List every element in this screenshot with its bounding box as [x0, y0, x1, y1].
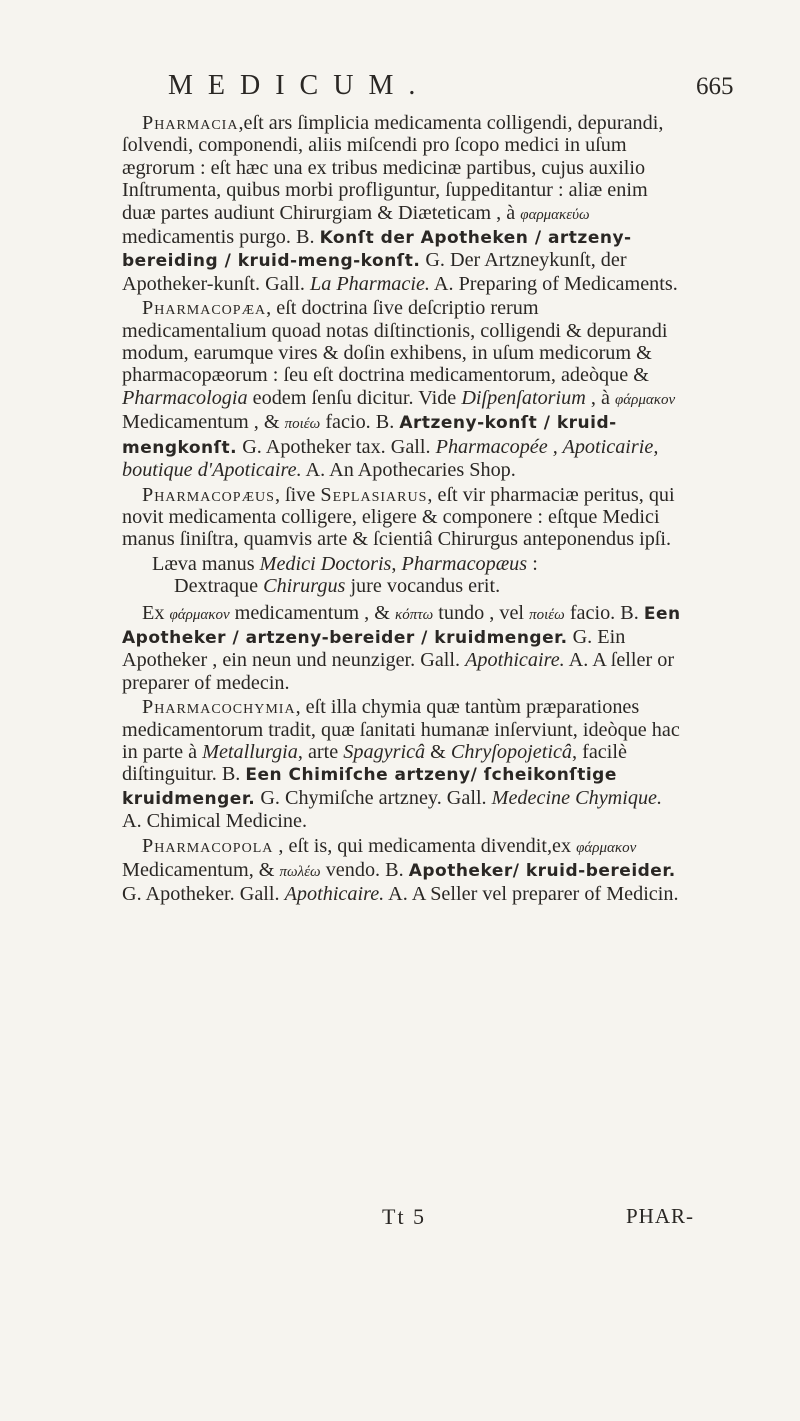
headword: Pharmacopæa — [142, 297, 267, 320]
greek-word: φαρμακεύω — [520, 206, 590, 223]
text: Læva manus — [152, 552, 260, 575]
italic-term: Diſpenſatorium — [461, 386, 586, 409]
text: : — [527, 552, 538, 575]
entries-text — [122, 112, 682, 906]
text: , eſt vir pharmaciæ peritus, qui novit medicamenta colligere, eligere & componere : eſtque Medici manus ſiniſtra, quamvis arte & ſcientiâ Chirurgus anteponendus ipſi. — [122, 483, 675, 551]
italic-french: Pharmacopée , Apoticairie, boutique d'Apoticaire. — [122, 435, 659, 482]
text: medicamentis purgo. B. — [122, 226, 320, 249]
text: Dextraque — [174, 575, 264, 598]
text: ,eſt ars ſimplicia medicamenta colligendi, depurandi, ſolvendi, componendi, aliis miſcendi pro ſcopo medici in uſum ægrorum : eſt hæc una ex tribus medicinæ partibus, cujus auxilio Inſtrumenta, quibus morbi profliguntur, ſuppeditantur : aliæ enim duæ partes audiunt Chirurgiam & Diæteticam , à — [122, 112, 664, 224]
greek-word: ποιέω — [284, 416, 321, 433]
italic-term: Spagyricâ — [343, 740, 426, 763]
italic-term: Chirurgus — [263, 575, 346, 598]
italic-term: Pharmacologia — [122, 386, 248, 409]
text: A. Preparing of Medicaments. — [429, 272, 678, 295]
page-footer — [0, 1204, 800, 1234]
text: , — [391, 552, 402, 575]
headword: Pharmacia — [142, 112, 239, 134]
italic-term: Medici Doctoris — [259, 552, 392, 575]
entry-pharmacopaea — [122, 297, 682, 481]
text: A. A ſeller or preparer of medecin. — [122, 649, 675, 694]
verse-line-1 — [152, 553, 682, 575]
text: , eſt is, qui medicamenta divendit,ex — [273, 834, 577, 857]
text: A. An Apothecaries Shop. — [301, 459, 516, 482]
verse-couplet — [122, 553, 682, 598]
text: facio. B. — [564, 601, 644, 624]
text: tundo , vel — [433, 601, 530, 624]
text: & — [425, 740, 451, 763]
text: , facilè diſtinguitur. B. — [122, 740, 627, 786]
text: Ex — [142, 601, 170, 624]
italic-french: Medecine Chymique. — [491, 786, 663, 809]
text: , à — [585, 386, 615, 409]
blackletter-dutch: Een Apotheker / artzeny-bereider / kruidmenger. — [122, 603, 681, 648]
italic-french: Apothicaire. — [465, 649, 565, 672]
headword: Seplasiarus — [320, 483, 428, 506]
text: G. Der Artzneykunſt, der Apotheker-kunſt. Gall. — [122, 249, 627, 295]
text: vendo. B. — [320, 859, 409, 881]
italic-term: Metallurgia — [202, 740, 298, 763]
text: Medicamentum , & — [122, 411, 285, 434]
entry-pharmacopaeus — [122, 484, 682, 551]
italic-term: Chryſopojeticâ — [450, 740, 573, 763]
entry-pharmacia — [122, 112, 682, 295]
italic-term: Pharmacopæus — [401, 552, 528, 575]
headword: Pharmacopæus — [142, 483, 275, 506]
greek-word: ποιέω — [529, 606, 565, 623]
greek-word: φάρμακον — [576, 839, 637, 856]
text: jure vocandus erit. — [345, 575, 501, 598]
running-header — [0, 70, 800, 110]
text: A. A Seller vel preparer of Medicin. — [384, 883, 679, 906]
headword: Pharmacopola — [142, 834, 274, 857]
entry-etymology — [122, 602, 682, 695]
verse-line-2 — [174, 575, 682, 597]
blackletter-dutch: Konſt der Apotheken / artzeny-bereiding / kruid-meng-konſt. — [122, 228, 632, 272]
page-number: 665 — [696, 73, 734, 100]
text: facio. B. — [320, 411, 400, 434]
text: , eſt doctrina ſive deſcriptio rerum medicamentalium quoad notas diſtinctionis, colligendi & depurandi modum, earumque vires & doſin exhibens, in uſum medicorum & pharmacopæorum : ſeu eſt doctrina medicamentorum, adeòque & — [122, 297, 668, 387]
text: G. Chymiſche artzney. Gall. — [255, 786, 492, 809]
text: , eſt illa chymia quæ tantùm præparationes medicamentorum tradit, quæ ſanitati humanæ inſerviunt, ideòque hac in parte à — [122, 696, 680, 763]
greek-word: κόπτω — [395, 606, 434, 623]
catchword: PHAR- — [626, 1204, 695, 1228]
entry-pharmacochymia — [122, 696, 682, 832]
text: medicamentum , & — [229, 601, 396, 624]
running-title: MEDICUM. — [168, 70, 431, 101]
greek-word: φάρμακον — [614, 391, 676, 408]
text: G. Apotheker tax. Gall. — [237, 435, 436, 458]
text: , arte — [297, 740, 344, 763]
greek-word: φάρμακον — [169, 606, 230, 623]
blackletter-dutch: Apotheker/ kruid-bereider. — [408, 861, 676, 881]
signature-mark: Tt 5 — [382, 1204, 427, 1229]
text: , ſive — [274, 483, 321, 506]
italic-french: La Pharmacie. — [309, 272, 430, 295]
entry-pharmacopola — [122, 835, 682, 906]
text: G. Ein Apotheker , ein neun und neunziger. Gall. — [122, 625, 626, 672]
blackletter-dutch: Een Chimiſche artzeny/ ſcheikonſtige kruidmenger. — [122, 765, 617, 809]
text: eodem ſenſu dicitur. Vide — [247, 386, 462, 409]
greek-word: πωλέω — [279, 864, 321, 880]
headword: Pharmacochymia — [142, 696, 296, 719]
text: Medicamentum, & — [122, 859, 280, 881]
italic-french: Apothicaire. — [284, 883, 385, 906]
blackletter-dutch: Artzeny-konſt / kruid-mengkonſt. — [122, 413, 617, 458]
text: G. Apotheker. Gall. — [122, 883, 285, 906]
text: A. Chimical Medicine. — [122, 810, 308, 833]
